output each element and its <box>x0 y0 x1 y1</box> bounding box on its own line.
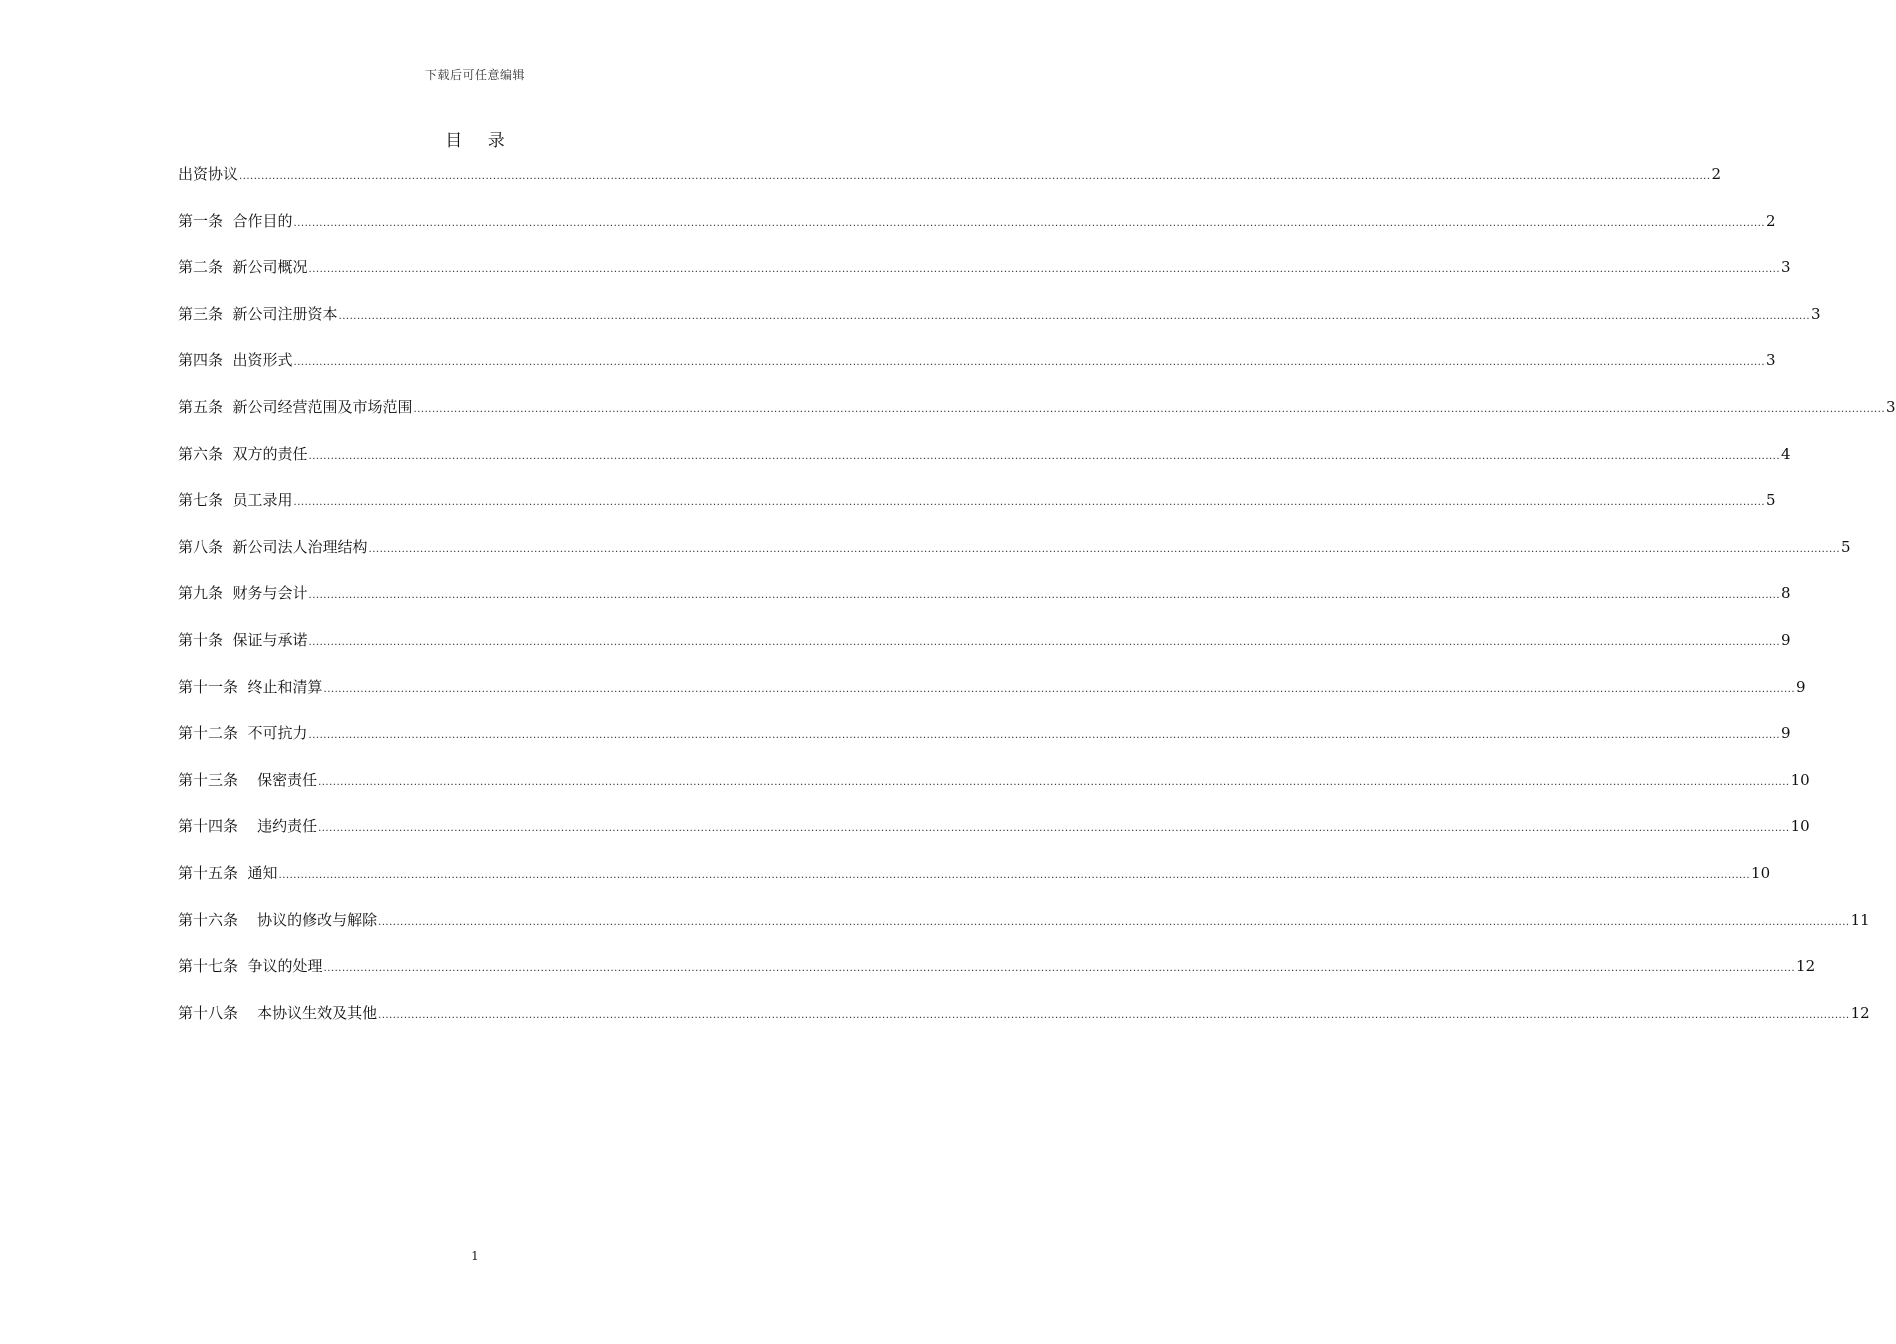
toc-entry-page: 4 <box>1781 444 1791 463</box>
toc-entry[interactable] <box>178 347 1776 394</box>
dot-leader: ................................................................................................................................................................................................................................................................................................................................................................................................................ <box>293 497 1766 509</box>
toc-entry-page: 9 <box>1781 724 1791 743</box>
toc-entry-label: 第十七条 争议的处理 <box>178 957 323 976</box>
toc-entry-page: 5 <box>1841 537 1851 556</box>
toc-entry-page: 2 <box>1711 165 1722 183</box>
toc-entry-page: 11 <box>1850 910 1870 929</box>
toc-entry-page: 3 <box>1766 351 1776 370</box>
toc-entry-label: 第十一条 终止和清算 <box>178 677 323 696</box>
toc-entry[interactable] <box>178 767 1810 814</box>
toc-entry-label: 第二条 新公司概况 <box>178 258 308 277</box>
toc-entry-page: 9 <box>1796 677 1806 696</box>
toc-entry[interactable] <box>178 161 1722 208</box>
toc-entry[interactable] <box>178 208 1776 255</box>
toc-entry[interactable] <box>178 860 1771 907</box>
dot-leader: ................................................................................................................................................................................................................................................................................................................................................................................................................ <box>308 450 1781 462</box>
dot-leader: ................................................................................................................................................................................................................................................................................................................................................................................................................ <box>323 683 1796 695</box>
toc-entry[interactable] <box>178 674 1806 721</box>
dot-leader: ................................................................................................................................................................................................................................................................................................................................................................................................................ <box>378 916 1850 928</box>
toc-entry[interactable] <box>178 394 1896 441</box>
toc-entry[interactable] <box>178 301 1821 348</box>
dot-leader: ................................................................................................................................................................................................................................................................................................................................................................................................................ <box>308 590 1781 602</box>
toc-entry-page: 10 <box>1790 817 1810 836</box>
toc-entry[interactable] <box>178 627 1791 674</box>
page-number: 1 <box>471 1249 479 1263</box>
table-of-contents <box>178 161 1896 1046</box>
toc-entry[interactable] <box>178 953 1816 1000</box>
toc-entry-label: 第十六条 协议的修改与解除 <box>178 910 378 929</box>
toc-entry-label: 第十四条 违约责任 <box>178 817 318 836</box>
toc-entry-page: 10 <box>1790 770 1810 789</box>
dot-leader: ................................................................................................................................................................................................................................................................................................................................................................................................................ <box>308 636 1781 648</box>
toc-entry[interactable] <box>178 813 1810 860</box>
toc-entry-page: 3 <box>1886 397 1896 416</box>
dot-leader: ................................................................................................................................................................................................................................................................................................................................................................................................................ <box>308 264 1781 276</box>
dot-leader: ................................................................................................................................................................................................................................................................................................................................................................................................................ <box>338 310 1811 322</box>
toc-entry-label: 第十三条 保密责任 <box>178 770 318 789</box>
toc-title: 目 录 <box>445 131 515 151</box>
toc-entry[interactable] <box>178 441 1791 488</box>
toc-entry[interactable] <box>178 907 1870 954</box>
toc-entry-page: 12 <box>1850 1003 1870 1022</box>
toc-entry-page: 3 <box>1811 304 1821 323</box>
toc-entry-label: 第七条 员工录用 <box>178 491 293 510</box>
toc-entry-page: 2 <box>1766 211 1776 230</box>
dot-leader: ................................................................................................................................................................................................................................................................................................................................................................................................................ <box>318 823 1790 835</box>
toc-entry-label: 第六条 双方的责任 <box>178 444 308 463</box>
dot-leader: ................................................................................................................................................................................................................................................................................................................................................................................................................ <box>378 1009 1850 1021</box>
toc-entry-page: 10 <box>1751 863 1771 882</box>
toc-entry-label: 第十五条 通知 <box>178 863 278 882</box>
toc-entry-label: 第十八条 本协议生效及其他 <box>178 1003 378 1022</box>
dot-leader: ................................................................................................................................................................................................................................................................................................................................................................................................................ <box>278 869 1751 881</box>
dot-leader: ................................................................................................................................................................................................................................................................................................................................................................................................................ <box>239 171 1711 182</box>
dot-leader: ................................................................................................................................................................................................................................................................................................................................................................................................................ <box>293 217 1766 229</box>
page-header: 下载后可任意编辑 <box>424 68 525 82</box>
toc-entry-label: 第十二条 不可抗力 <box>178 724 308 743</box>
dot-leader: ................................................................................................................................................................................................................................................................................................................................................................................................................ <box>308 730 1781 742</box>
toc-entry-label: 出资协议 <box>178 165 239 183</box>
toc-entry-label: 第十条 保证与承诺 <box>178 630 308 649</box>
toc-entry-label: 第四条 出资形式 <box>178 351 293 370</box>
toc-entry-label: 第一条 合作目的 <box>178 211 293 230</box>
toc-entry[interactable] <box>178 254 1791 301</box>
dot-leader: ................................................................................................................................................................................................................................................................................................................................................................................................................ <box>368 543 1841 555</box>
toc-entry-label: 第五条 新公司经营范围及市场范围 <box>178 397 413 416</box>
toc-entry-page: 5 <box>1766 491 1776 510</box>
dot-leader: ................................................................................................................................................................................................................................................................................................................................................................................................................ <box>318 776 1790 788</box>
dot-leader: ................................................................................................................................................................................................................................................................................................................................................................................................................ <box>413 403 1886 415</box>
toc-entry-page: 9 <box>1781 630 1791 649</box>
dot-leader: ................................................................................................................................................................................................................................................................................................................................................................................................................ <box>323 963 1796 975</box>
toc-entry-label: 第三条 新公司注册资本 <box>178 304 338 323</box>
toc-entry-page: 12 <box>1796 957 1816 976</box>
toc-entry[interactable] <box>178 1000 1870 1047</box>
toc-entry-page: 3 <box>1781 258 1791 277</box>
toc-entry-label: 第八条 新公司法人治理结构 <box>178 537 368 556</box>
toc-entry[interactable] <box>178 580 1791 627</box>
dot-leader: ................................................................................................................................................................................................................................................................................................................................................................................................................ <box>293 357 1766 369</box>
toc-entry-page: 8 <box>1781 584 1791 603</box>
toc-entry[interactable] <box>178 487 1776 534</box>
toc-entry-label: 第九条 财务与会计 <box>178 584 308 603</box>
toc-entry[interactable] <box>178 534 1851 581</box>
toc-entry[interactable] <box>178 720 1791 767</box>
